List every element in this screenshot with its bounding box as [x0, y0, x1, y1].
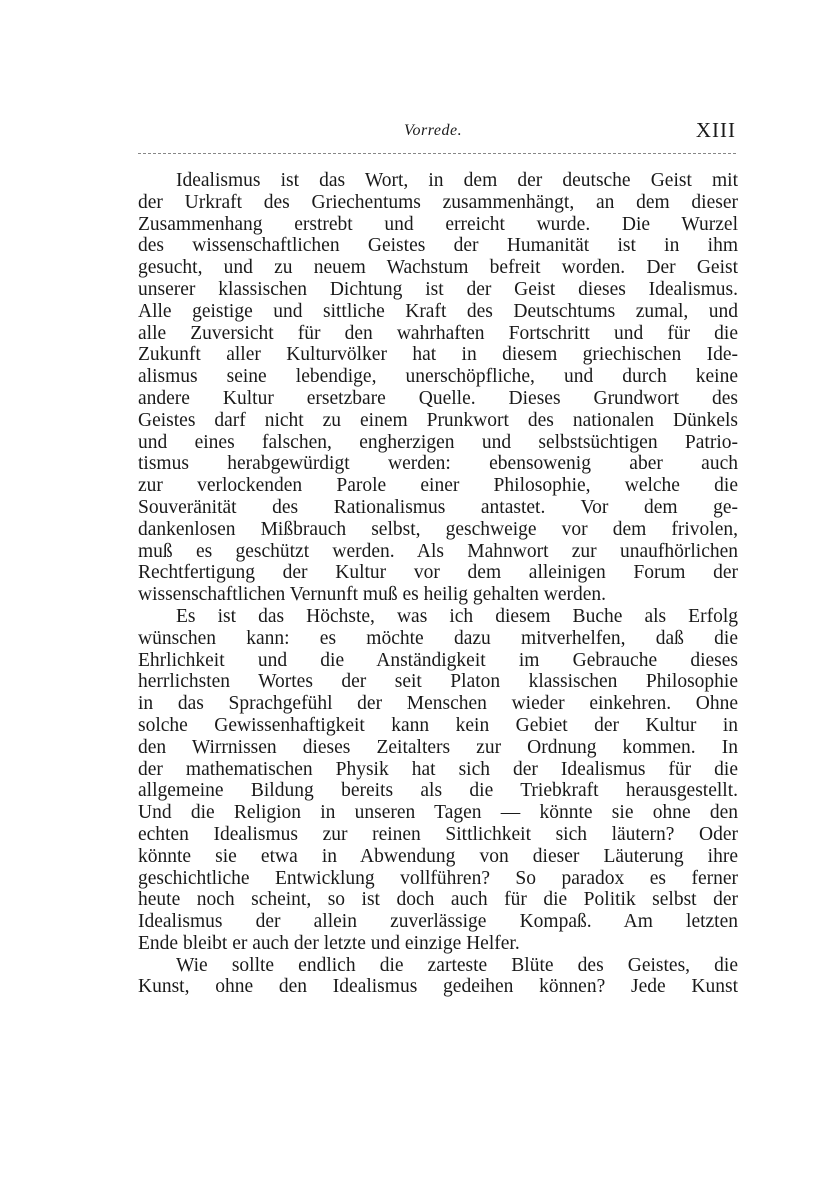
text-line: alle Zuversicht für den wahrhaften Fortschritt und für die	[138, 322, 738, 344]
body-text	[138, 170, 738, 998]
text-line: des wissenschaftlichen Geistes der Humanität ist in ihm	[138, 235, 738, 257]
text-line: andere Kultur ersetzbare Quelle. Dieses Grundwort des	[138, 387, 738, 409]
text-line: dankenlosen Mißbrauch selbst, geschweige vor dem frivolen,	[138, 518, 738, 540]
text-line: Und die Religion in unseren Tagen — könnte sie ohne den	[138, 802, 738, 824]
text-line: Idealismus der allein zuverlässige Kompaß. Am letzten	[138, 911, 738, 933]
text-line: tismus herabgewürdigt werden: ebensowenig aber auch	[138, 453, 738, 475]
text-line: muß es geschützt werden. Als Mahnwort zur unaufhörlichen	[138, 540, 738, 562]
text-line: wissenschaftlichen Vernunft muß es heilig gehalten werden.	[138, 584, 607, 606]
text-line: Rechtfertigung der Kultur vor dem alleinigen Forum der	[138, 562, 738, 584]
text-line: der mathematischen Physik hat sich der Idealismus für die	[138, 758, 738, 780]
text-line: zur verlockenden Parole einer Philosophie, welche die	[138, 475, 738, 497]
text-line: Ehrlichkeit und die Anständigkeit im Gebrauche dieses	[138, 649, 738, 671]
text-line: Ende bleibt er auch der letzte und einzige Helfer.	[138, 932, 520, 954]
text-line: solche Gewissenhaftigkeit kann kein Gebiet der Kultur in	[138, 714, 738, 736]
text-line: den Wirrnissen dieses Zeitalters zur Ordnung kommen. In	[138, 736, 738, 758]
text-line: Alle geistige und sittliche Kraft des Deutschtums zumal, und	[138, 300, 738, 322]
text-line: gesucht, und zu neuem Wachstum befreit worden. Der Geist	[138, 257, 738, 279]
text-line: echten Idealismus zur reinen Sittlichkeit sich läutern? Oder	[138, 823, 738, 845]
text-line: Kunst, ohne den Idealismus gedeihen können? Jede Kunst	[138, 976, 738, 998]
text-line: Geistes darf nicht zu einem Prunkwort des nationalen Dünkels	[138, 409, 738, 431]
text-line: Es ist das Höchste, was ich diesem Buche als Erfolg	[176, 605, 738, 627]
running-title: Vorrede.	[404, 122, 463, 139]
page-number: XIII	[695, 118, 736, 142]
text-line: in das Sprachgefühl der Menschen wieder einkehren. Ohne	[138, 693, 738, 715]
text-line: geschichtliche Entwicklung vollführen? So paradox es ferner	[138, 867, 738, 889]
text-line: Idealismus ist das Wort, in dem der deutsche Geist mit	[176, 170, 738, 191]
text-line: könnte sie etwa in Abwendung von dieser Läuterung ihre	[138, 845, 738, 867]
text-line: Zukunft aller Kulturvölker hat in diesem griechischen Ide-	[138, 344, 738, 366]
text-line: allgemeine Bildung bereits als die Triebkraft herausgestellt.	[138, 780, 738, 802]
text-line: wünschen kann: es möchte dazu mitverhelfen, daß die	[138, 627, 738, 649]
text-line: Wie sollte endlich die zarteste Blüte des Geistes, die	[176, 954, 738, 976]
text-line: herrlichsten Wortes der seit Platon klassischen Philosophie	[138, 671, 738, 693]
header-rule	[138, 153, 736, 154]
running-head	[138, 118, 738, 148]
text-line: unserer klassischen Dichtung ist der Geist dieses Idealismus.	[138, 278, 738, 300]
text-line: und eines falschen, engherzigen und selbstsüchtigen Patrio-	[138, 431, 738, 453]
text-line: alismus seine lebendige, unerschöpfliche, und durch keine	[138, 366, 738, 388]
text-line: Souveränität des Rationalismus antastet. Vor dem ge-	[138, 496, 738, 518]
text-line: Zusammenhang erstrebt und erreicht wurde. Die Wurzel	[138, 213, 738, 235]
text-line: der Urkraft des Griechentums zusammenhängt, an dem dieser	[138, 191, 738, 213]
text-line: heute noch scheint, so ist doch auch für die Politik selbst der	[138, 889, 738, 911]
